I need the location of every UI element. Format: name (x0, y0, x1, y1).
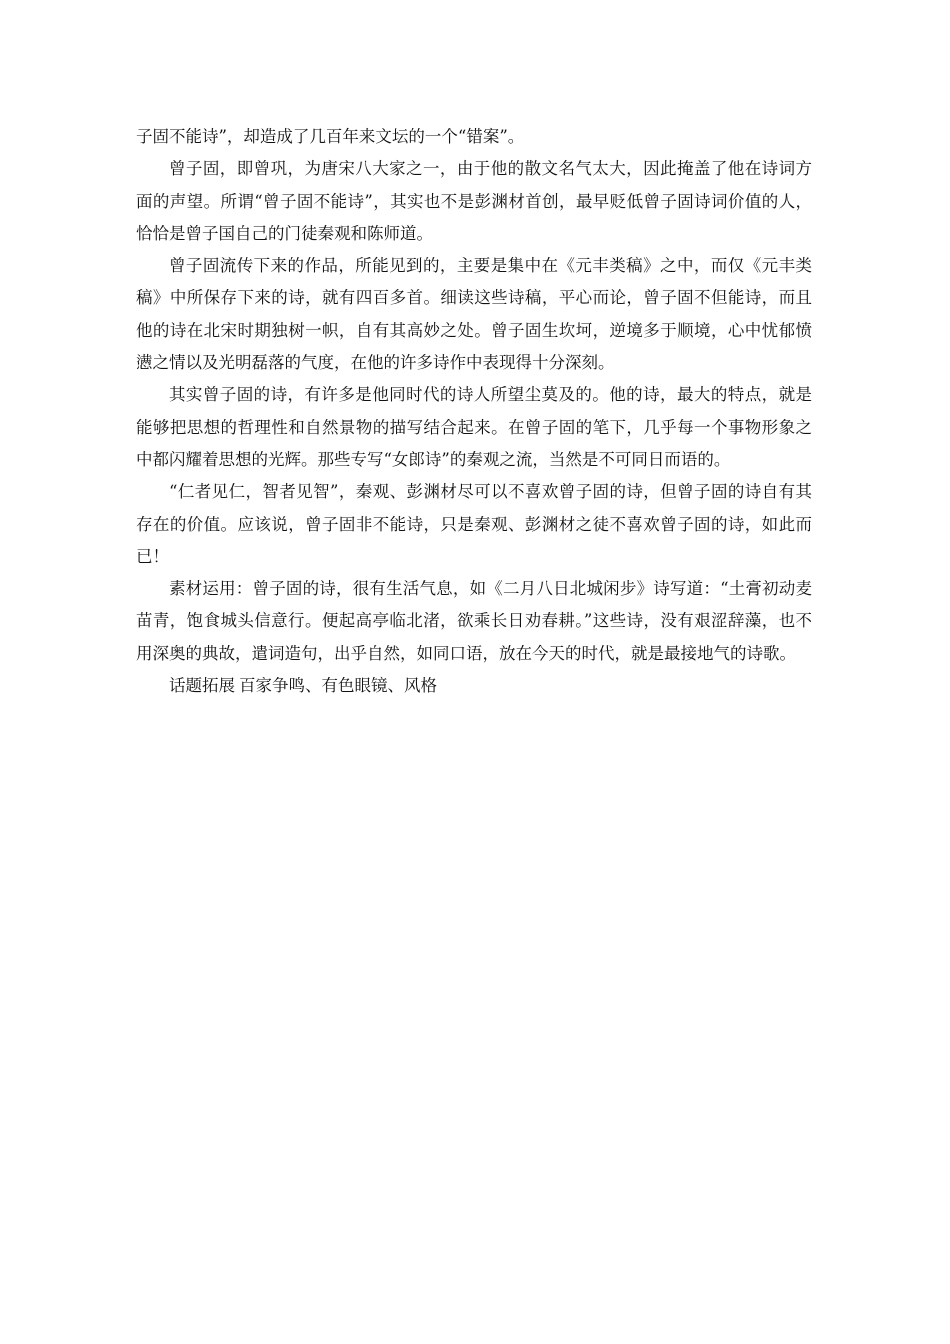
document-body (136, 121, 812, 702)
topic-extension (136, 670, 812, 702)
paragraph-4: 其实曾子固的诗，有许多是他同时代的诗人所望尘莫及的。他的诗，最大的特点，就是能够把思想的哲理性和自然景物的描写结合起来。在曾子固的笔下，几乎每一个事物形象之中都闪耀着思想的光辉。那些专写“女郎诗”的秦观之流，当然是不可同日而语的。 (136, 385, 812, 469)
topic-label: 话题拓展 (169, 676, 235, 696)
paragraph-5: “仁者见仁，智者见智”，秦观、彭渊材尽可以不喜欢曾子固的诗，但曾子固的诗自有其存在的价值。应该说，曾子固非不能诗，只是秦观、彭渊材之徒不喜欢曾子固的诗，如此而已！ (136, 482, 812, 566)
paragraph-1: 子固不能诗”，却造成了几百年来文坛的一个“错案”。 (136, 127, 525, 146)
paragraph-6: 素材运用：曾子固的诗，很有生活气息，如《二月八日北城闲步》诗写道：“土膏初动麦苗青，饱食城头信意行。便起高亭临北渚，欲乘长日劝春耕。”这些诗，没有艰涩辞藻，也不用深奥的典故，遣词造句，出乎自然，如同口语，放在今天的时代，就是最接地气的诗歌。 (136, 579, 812, 663)
paragraph-2: 曾子固，即曾巩，为唐宋八大家之一，由于他的散文名气太大，因此掩盖了他在诗词方面的声望。所谓“曾子固不能诗”，其实也不是彭渊材首创，最早贬低曾子固诗词价值的人，恰恰是曾子国自己的门徒秦观和陈师道。 (136, 159, 812, 243)
paragraph-3: 曾子固流传下来的作品，所能见到的，主要是集中在《元丰类稿》之中，而仅《元丰类稿》中所保存下来的诗，就有四百多首。细读这些诗稿，平心而论，曾子固不但能诗，而且他的诗在北宋时期独树一帜，自有其高妙之处。曾子固生坎坷，逆境多于顺境，心中忧郁愤懑之情以及光明磊落的气度，在他的许多诗作中表现得十分深刻。 (136, 256, 812, 373)
topic-items: 百家争鸣、有色眼镜、风格 (239, 676, 437, 696)
